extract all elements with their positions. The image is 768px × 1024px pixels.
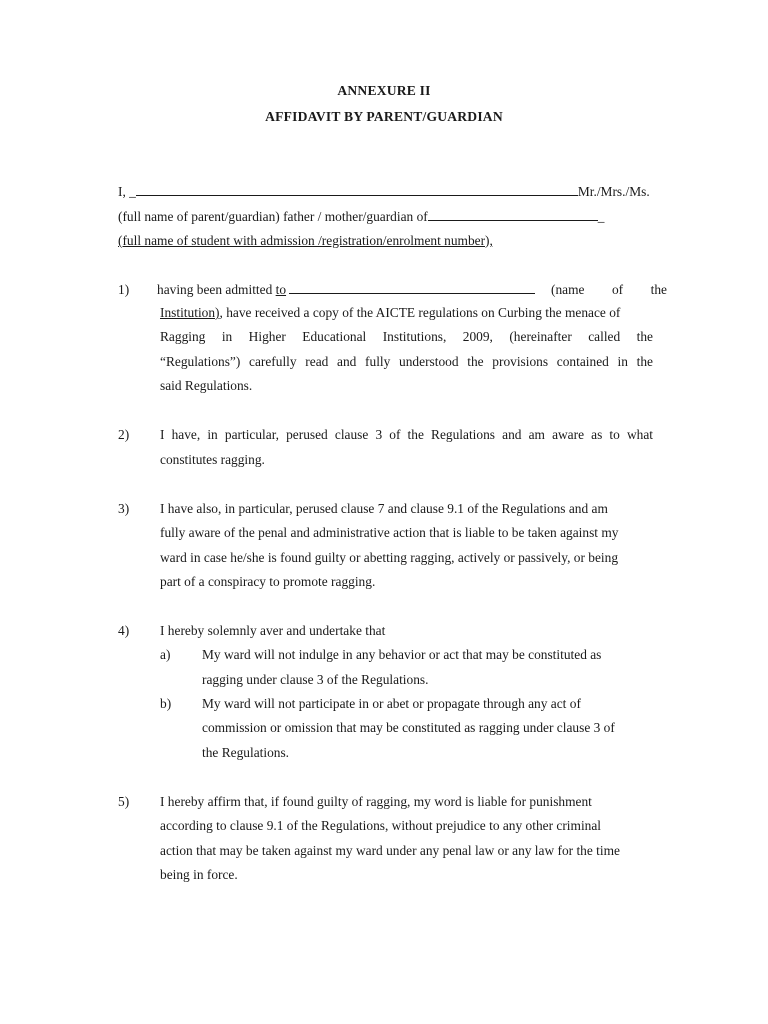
affidavit-title: AFFIDAVIT BY PARENT/GUARDIAN <box>265 109 503 124</box>
subitem-a-line-1: My ward will not indulge in any behavior or act that may be constituted as <box>202 647 602 662</box>
item-2-line-2: constitutes ragging. <box>160 452 265 467</box>
subitem-b-line-1: My ward will not participate in or abet or propagate through any act of <box>202 696 581 711</box>
intro-guardian-text: (full name of parent/guardian) father / mother/guardian of <box>118 209 428 224</box>
subitem-label: b) <box>160 696 172 711</box>
parent-name-blank[interactable] <box>136 183 578 196</box>
intro-line-2-tail: _ <box>597 209 605 224</box>
item-1-line-2: Ragging in Higher Educational Institutions, 2009, (hereinafter called the <box>160 329 653 344</box>
item-5-line-3: action that may be taken against my ward under any penal law or any law for the time <box>160 843 620 858</box>
the-word: the <box>650 282 667 297</box>
item-3-line-1: I have also, in particular, perused clause 7 and clause 9.1 of the Regulations and am <box>160 501 608 516</box>
item-number: 5) <box>118 794 130 809</box>
item-1-text-1: , have received a copy of the AICTE regulations on Curbing the menace of <box>219 305 621 320</box>
item-1-line-4: said Regulations. <box>160 378 253 393</box>
item-1-to: to <box>275 282 287 297</box>
item-5-line-4: being in force. <box>160 867 238 882</box>
subitem-label: a) <box>160 647 171 662</box>
item-3-line-2: fully aware of the penal and administrative action that is liable to be taken against my <box>160 525 619 540</box>
intro-line-1 <box>118 183 650 201</box>
item-1-name-of-the <box>551 281 667 299</box>
intro-line-3: (full name of student with admission /registration/enrolment number), <box>118 233 493 248</box>
item-5-line-1: I hereby affirm that, if found guilty of ragging, my word is liable for punishment <box>160 794 592 809</box>
item-1-lead: having been admitted <box>157 282 273 297</box>
student-name-blank[interactable] <box>428 208 598 221</box>
item-3-line-3: ward in case he/she is found guilty or abetting ragging, actively or passively, or being <box>160 550 619 565</box>
institution-word: Institution) <box>160 305 220 320</box>
annexure-heading: ANNEXURE II <box>337 83 431 98</box>
item-4-line-1: I hereby solemnly aver and undertake that <box>160 623 386 638</box>
name-word: (name <box>551 282 585 297</box>
item-2-line-1: I have, in particular, perused clause 3 of the Regulations and am aware as to what <box>160 427 653 442</box>
item-1-line-1 <box>160 304 620 322</box>
item-1-line-3: “Regulations”) carefully read and fully understood the provisions contained in the <box>160 354 653 369</box>
intro-line-2 <box>118 208 604 226</box>
intro-i-prefix: I, _ <box>118 184 136 199</box>
item-1-lead-line <box>157 281 535 299</box>
item-number: 4) <box>118 623 130 638</box>
subitem-b-line-3: the Regulations. <box>202 745 290 760</box>
item-number: 3) <box>118 501 130 516</box>
institution-name-blank[interactable] <box>289 281 535 294</box>
item-number: 1) <box>118 282 130 297</box>
of-word: of <box>611 282 624 297</box>
item-3-line-4: part of a conspiracy to promote ragging. <box>160 574 376 589</box>
item-number: 2) <box>118 427 130 442</box>
item-5-line-2: according to clause 9.1 of the Regulations, without prejudice to any other criminal <box>160 818 602 833</box>
subitem-a-line-2: ragging under clause 3 of the Regulations. <box>202 672 429 687</box>
intro-title-suffix: Mr./Mrs./Ms. <box>577 184 650 199</box>
subitem-b-line-2: commission or omission that may be constituted as ragging under clause 3 of <box>202 720 615 735</box>
